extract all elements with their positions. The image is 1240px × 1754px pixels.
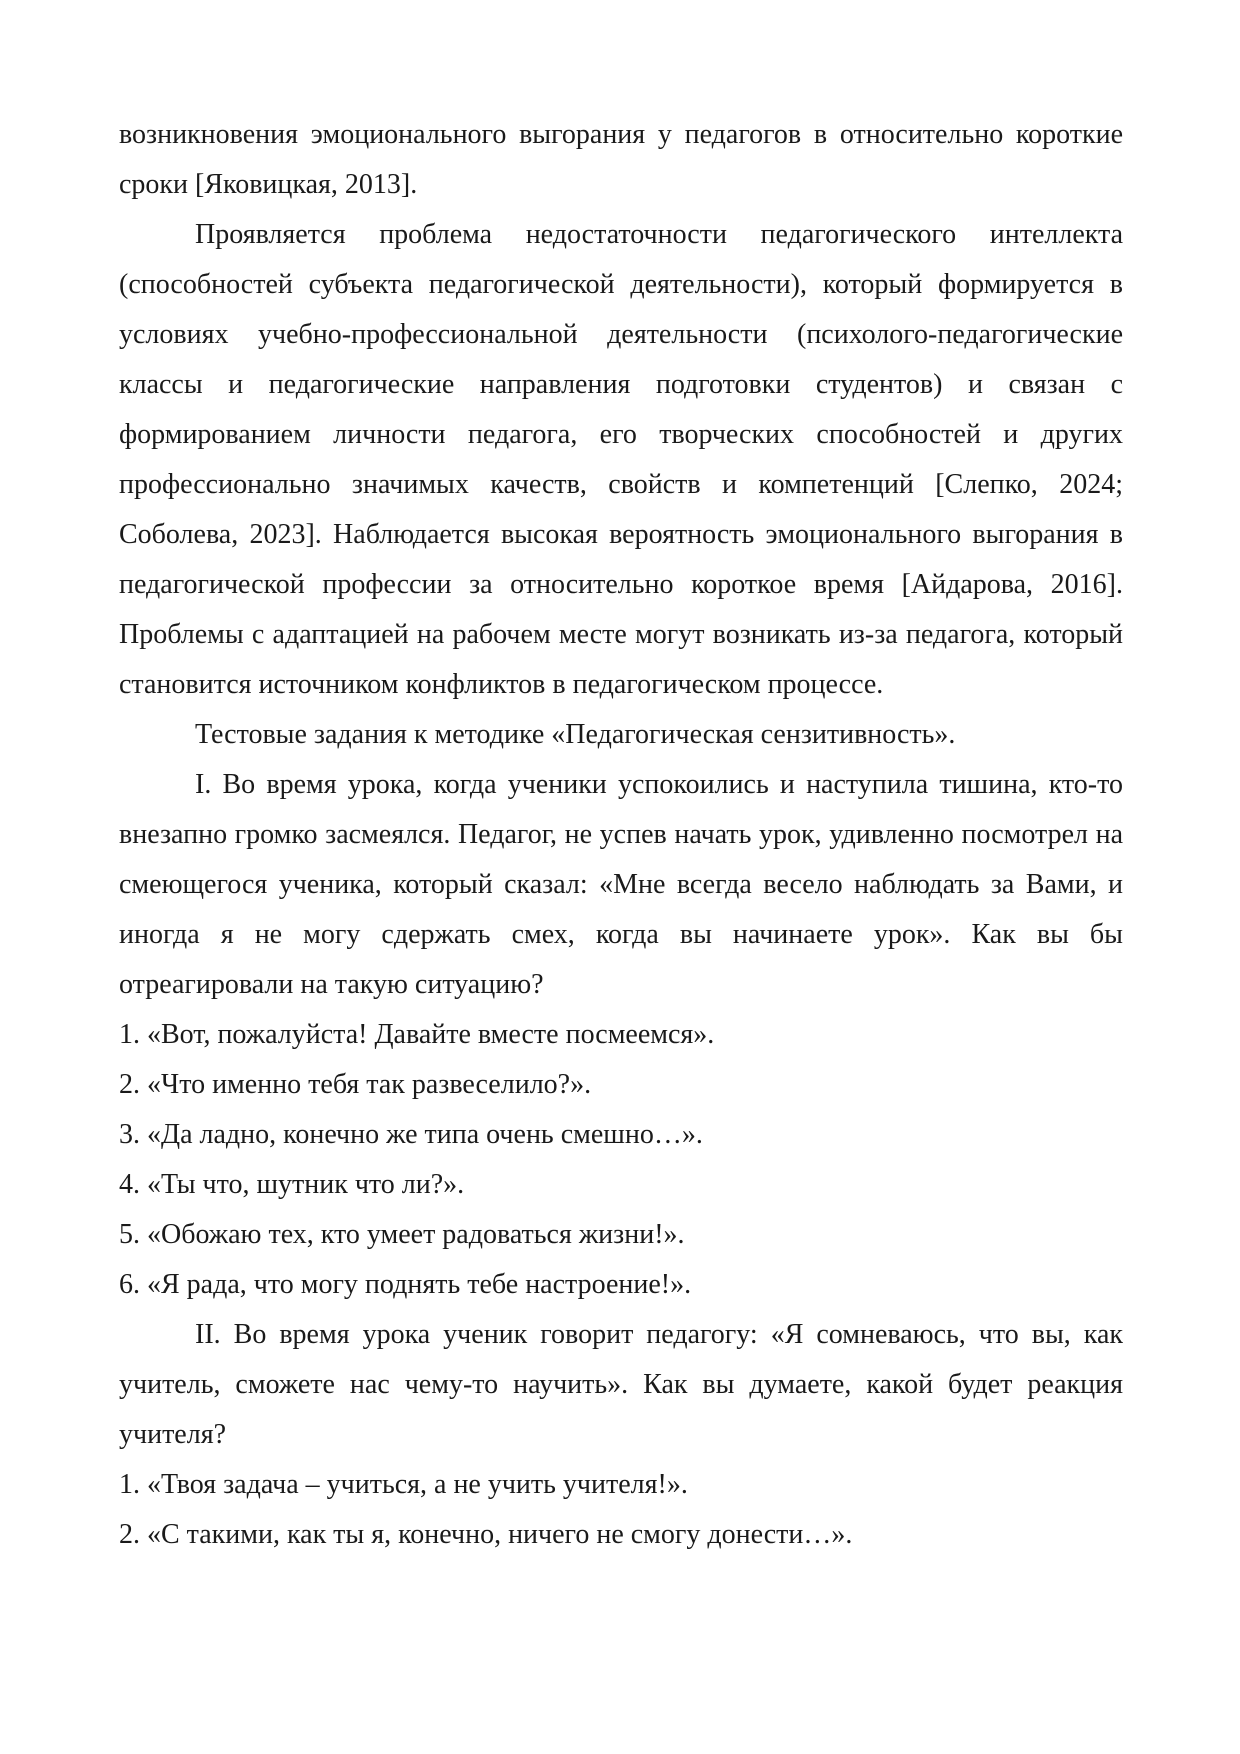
- question-2-option-2: 2. «С такими, как ты я, конечно, ничего не смогу донести…».: [119, 1519, 853, 1550]
- paragraph-pedagogical-intellect: Проявляется проблема недостаточности педагогического интеллекта (способностей субъекта педагогической деятельности), который формируется в условиях учебно-профессиональной деятельности (психолого-педагогические классы и педагогические направления подготовки студентов) и связан с формированием личности педагога, его творческих способностей и других профессионально значимых качеств, свойств и компетенций [Слепко, 2024; Соболева, 2023]. Наблюдается высокая вероятность эмоционального выгорания в педагогической профессии за относительно короткое время [Айдарова, 2016]. Проблемы с адаптацией на рабочем месте могут возникать из-за педагога, который становится источником конфликтов в педагогическом процессе.: [119, 219, 1123, 700]
- question-1-option-6: 6. «Я рада, что могу поднять тебе настроение!».: [119, 1269, 692, 1300]
- question-1-option-1: 1. «Вот, пожалуйста! Давайте вместе посмеемся».: [119, 1019, 715, 1050]
- question-1-option-5: 5. «Обожаю тех, кто умеет радоваться жизни!».: [119, 1219, 685, 1250]
- question-1-option-4: 4. «Ты что, шутник что ли?».: [119, 1169, 465, 1200]
- question-2-text: II. Во время урока ученик говорит педагогу: «Я сомневаюсь, что вы, как учитель, сможете нас чему-то научить». Как вы думаете, какой будет реакция учителя?: [119, 1319, 1123, 1450]
- question-1-text: I. Во время урока, когда ученики успокоились и наступила тишина, кто-то внезапно громко засмеялся. Педагог, не успев начать урок, удивленно посмотрел на смеющегося ученика, который сказал: «Мне всегда весело наблюдать за Вами, и иногда я не могу сдержать смех, когда вы начинаете урок». Как вы бы отреагировали на такую ситуацию?: [119, 769, 1123, 1000]
- question-2-option-1: 1. «Твоя задача – учиться, а не учить учителя!».: [119, 1469, 688, 1500]
- question-1-option-2: 2. «Что именно тебя так развеселило?».: [119, 1069, 592, 1100]
- document-page: [119, 110, 1123, 1560]
- question-1-option-3: 3. «Да ладно, конечно же типа очень смешно…».: [119, 1119, 703, 1150]
- paragraph-continuation: возникновения эмоционального выгорания у педагогов в относительно короткие сроки [Яковицкая, 2013].: [119, 119, 1123, 200]
- test-tasks-heading: Тестовые задания к методике «Педагогическая сензитивность».: [195, 719, 956, 750]
